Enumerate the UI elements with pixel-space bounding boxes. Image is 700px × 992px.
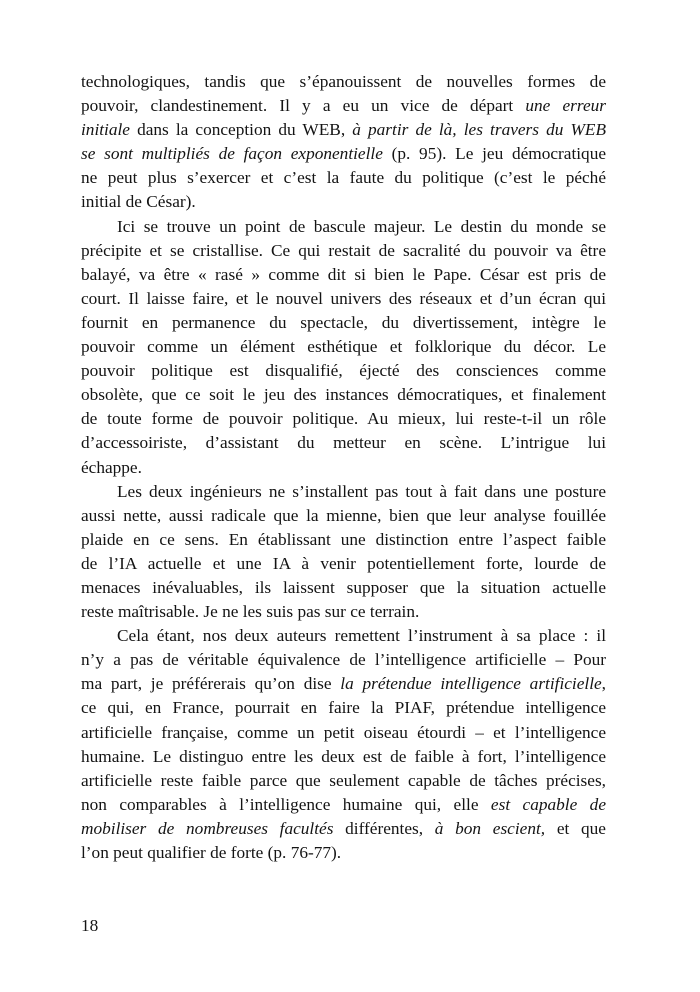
text-run: reste maîtrisable. Je ne les suis pas sur ce terrain. xyxy=(81,602,420,622)
text-line xyxy=(81,624,606,648)
text-line xyxy=(81,696,606,720)
text-run: dans la conception du WEB, xyxy=(129,120,353,140)
text-line xyxy=(81,407,606,431)
text-run: pouvoir politique est disqualifié, éjecté des consciences comme xyxy=(81,361,606,381)
text-run: ma part, je préférerais qu’on dise xyxy=(81,674,341,694)
text-line xyxy=(81,648,606,672)
text-run: de toute forme de pouvoir politique. Au mieux, lui reste-t-il un rôle xyxy=(81,409,606,429)
text-line xyxy=(81,745,606,769)
text-line xyxy=(81,287,606,311)
text-run: (p. 95). Le jeu démocratique xyxy=(382,144,607,164)
text-run: pouvoir, clandestinement. Il y a eu un vice de départ xyxy=(81,96,526,116)
text-run: plaide en ce sens. En établissant une distinction entre l’aspect faible xyxy=(81,529,606,549)
text-line xyxy=(81,118,606,142)
text-line xyxy=(81,672,606,696)
paragraph xyxy=(81,70,606,215)
text-run: précipite et se cristallise. Ce qui restait de sacralité du pouvoir va être xyxy=(81,240,606,260)
text-run: artificielle française, comme un petit oiseau étourdi – et l’intelligence xyxy=(81,722,606,742)
text-line xyxy=(81,70,606,94)
text-line xyxy=(81,166,606,190)
text-line xyxy=(81,431,606,455)
text-line xyxy=(81,576,606,600)
text-run: court. Il laisse faire, et le nouvel univers des réseaux et d’un écran qui xyxy=(81,288,606,308)
text-run: fournit en permanence du spectacle, du divertissement, intègre le xyxy=(81,312,606,332)
text-line xyxy=(81,94,606,118)
text-run: ne peut plus s’exercer et c’est la faute du politique (c’est le péché xyxy=(81,168,606,188)
text-run: n’y a pas de véritable équivalence de l’intelligence artificielle – Pour xyxy=(81,650,606,670)
text-run: menaces inévaluables, ils laissent supposer que la situation actuelle xyxy=(81,577,606,597)
text-line xyxy=(81,263,606,287)
text-line xyxy=(81,817,606,841)
text-run: échappe. xyxy=(81,457,142,477)
paragraph xyxy=(81,480,606,625)
text-run: obsolète, que ce soit le jeu des instances démocratiques, et finalement xyxy=(81,385,606,405)
italic-run: une erreur xyxy=(525,96,606,116)
text-run: humaine. Le distinguo entre les deux est de faible à fort, l’intelligence xyxy=(81,746,606,766)
text-run: Cela étant, nos deux auteurs remettent l’instrument à sa place : il xyxy=(117,626,606,646)
text-line xyxy=(81,721,606,745)
italic-run: se sont multipliés de façon exponentielle xyxy=(81,144,383,164)
text-run: initial de César). xyxy=(81,192,196,212)
text-line xyxy=(81,552,606,576)
italic-run: à bon escient, xyxy=(434,818,546,838)
paragraph xyxy=(81,624,606,865)
text-line xyxy=(81,383,606,407)
text-line xyxy=(81,190,606,214)
body-text xyxy=(81,70,606,865)
text-line xyxy=(81,239,606,263)
text-run: artificielle reste faible parce que seulement capable de tâches précises, xyxy=(81,770,606,790)
text-run: et que xyxy=(545,818,606,838)
text-run: Les deux ingénieurs ne s’installent pas tout à fait dans une posture xyxy=(117,481,606,501)
text-run: Ici se trouve un point de bascule majeur. Le destin du monde se xyxy=(117,216,606,236)
text-line xyxy=(81,215,606,239)
italic-run: la prétendue intelligence artificielle xyxy=(340,674,602,694)
text-run: balayé, va être « rasé » comme dit si bien le Pape. César est pris de xyxy=(81,264,606,284)
text-run: pouvoir comme un élément esthétique et folklorique du décor. Le xyxy=(81,337,606,357)
text-run: technologiques, tandis que s’épanouissent de nouvelles formes de xyxy=(81,72,606,91)
italic-run: initiale xyxy=(81,120,130,140)
text-run: différentes, xyxy=(333,818,435,838)
text-run: l’on peut qualifier de forte (p. 76-77). xyxy=(81,843,342,862)
text-line xyxy=(81,335,606,359)
text-line xyxy=(81,142,606,166)
text-run: d’accessoiriste, d’assistant du metteur en scène. L’intrigue lui xyxy=(81,433,606,453)
text-line xyxy=(81,311,606,335)
text-line xyxy=(81,359,606,383)
text-run: non comparables à l’intelligence humaine qui, elle xyxy=(81,794,491,814)
text-line xyxy=(81,600,606,624)
paragraph xyxy=(81,215,606,480)
text-run: ce qui, en France, pourrait en faire la PIAF, prétendue intelligence xyxy=(81,698,606,718)
text-line xyxy=(81,480,606,504)
italic-run: à partir de là, les travers du WEB xyxy=(352,120,607,140)
text-line xyxy=(81,841,606,865)
text-run: aussi nette, aussi radicale que la mienne, bien que leur analyse fouillée xyxy=(81,505,606,525)
text-line xyxy=(81,528,606,552)
text-line xyxy=(81,456,606,480)
text-line xyxy=(81,769,606,793)
page-number: 18 xyxy=(81,916,99,935)
text-line xyxy=(81,793,606,817)
text-run: de l’IA actuelle et une IA à venir potentiellement forte, lourde de xyxy=(81,553,606,573)
italic-run: est capable de xyxy=(490,794,606,814)
text-line xyxy=(81,504,606,528)
italic-run: mobiliser de nombreuses facultés xyxy=(81,818,334,838)
text-run: , xyxy=(601,674,606,694)
